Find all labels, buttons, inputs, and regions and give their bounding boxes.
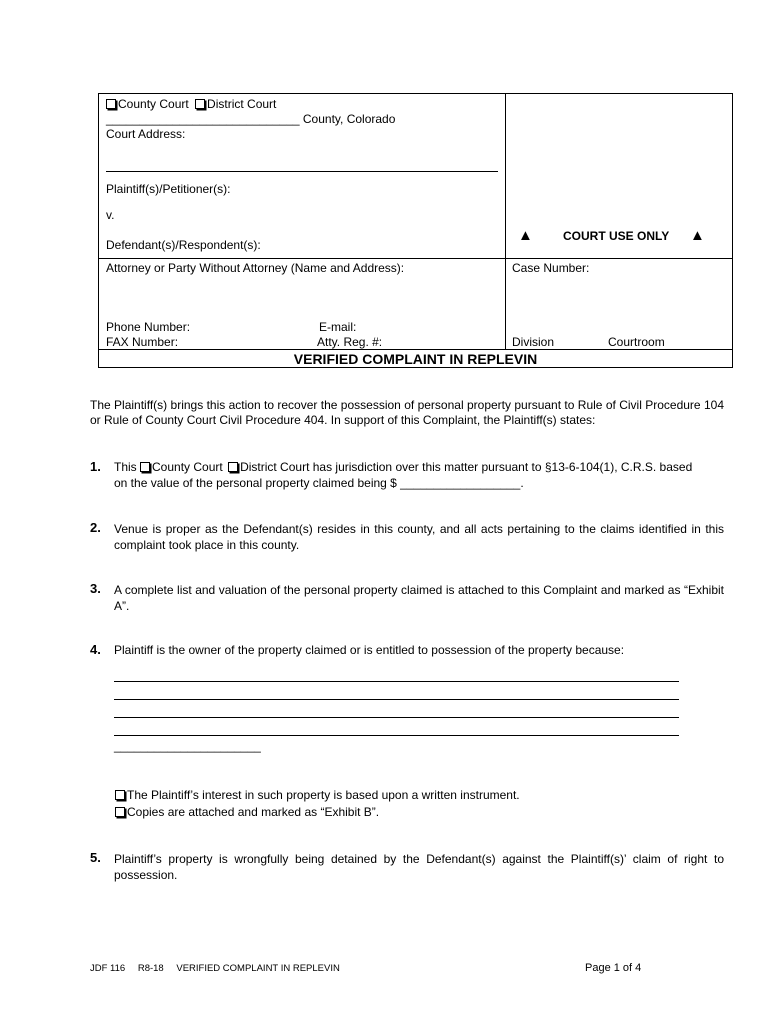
item-4-answer-line-3[interactable]: [114, 717, 679, 718]
caption-box-left: [98, 93, 99, 368]
document-title: VERIFIED COMPLAINT IN REPLEVIN: [293, 351, 538, 367]
court-address-rule: [106, 171, 498, 172]
item-4-number: 4.: [90, 642, 101, 657]
county-line: [106, 112, 395, 126]
triangle-right-icon: ▲: [690, 227, 705, 244]
item-4-text: Plaintiff is the owner of the property claimed or is entitled to possession of the property because:: [114, 643, 625, 657]
footer-revision: R8-18: [137, 963, 164, 974]
court-use-only: COURT USE ONLY: [563, 229, 670, 243]
atty-reg-label: Atty. Reg. #:: [317, 335, 383, 349]
written-instrument-label: The Plaintiff’s interest in such property is based upon a written instrument.: [127, 788, 520, 802]
item-1-line-2: on the value of the personal property claimed being $ __________________.: [114, 476, 524, 490]
item-5-number: 5.: [90, 850, 101, 865]
item-3-text: A complete list and valuation of the personal property claimed is attached to this Complaint and marked as “Exhibit A”.: [114, 583, 724, 613]
county-court-label: County Court: [118, 97, 189, 111]
item-3-number: 3.: [90, 581, 101, 596]
copies-attached-line: [115, 805, 379, 819]
footer-left: [90, 963, 340, 974]
footer-form-id: JDF 116: [90, 963, 126, 974]
item-1-number: 1.: [90, 459, 101, 474]
item-2-text: Venue is proper as the Defendant(s) resides in this county, and all acts pertaining to the claims identified in this complaint took place in this county.: [114, 522, 724, 552]
caption-row-divider-2: [98, 349, 733, 350]
caption-box-top: [98, 93, 733, 94]
item-5-text: Plaintiff’s property is wrongfully being detained by the Defendant(s) against the Plaintiff(s)’ claim of right to possession.: [114, 852, 724, 882]
caption-box-bottom: [98, 367, 733, 368]
division-label: Division: [512, 335, 555, 349]
copies-attached-checkbox[interactable]: [115, 807, 125, 817]
footer-form-title: VERIFIED COMPLAINT IN REPLEVIN: [176, 963, 340, 974]
court-type-line: [106, 97, 276, 111]
item-4-answer-line-2[interactable]: [114, 699, 679, 700]
item-1-district-label: District Court has jurisdiction over this matter pursuant to §13-6-104(1), C.R.S. based: [240, 460, 693, 474]
phone-label: Phone Number:: [106, 320, 191, 334]
versus-label: v.: [106, 208, 115, 222]
plaintiff-label: Plaintiff(s)/Petitioner(s):: [106, 182, 231, 196]
item-1-line-1: [114, 460, 692, 474]
copies-attached-label: Copies are attached and marked as “Exhibit B”.: [127, 805, 380, 819]
email-label: E-mail:: [319, 320, 357, 334]
fax-label: FAX Number:: [106, 335, 179, 349]
caption-vertical-divider: [505, 93, 506, 350]
footer-page: Page 1 of 4: [585, 962, 642, 974]
written-instrument-checkbox[interactable]: [115, 790, 125, 800]
item-1-county-label: County Court: [152, 460, 223, 474]
county-blank[interactable]: _____________________________: [106, 112, 300, 126]
caption-row-divider-1: [98, 258, 733, 259]
item-1-county-checkbox[interactable]: [140, 462, 150, 472]
county-colorado: County, Colorado: [302, 112, 396, 126]
item-4-answer-line-4[interactable]: [114, 735, 679, 736]
attorney-label: Attorney or Party Without Attorney (Name and Address):: [106, 261, 405, 275]
item-1-district-checkbox[interactable]: [228, 462, 238, 472]
court-address-label: Court Address:: [106, 127, 186, 141]
case-number-label: Case Number:: [512, 261, 590, 275]
item-4-answer-line-1[interactable]: [114, 681, 679, 682]
item-2-number: 2.: [90, 520, 101, 535]
courtroom-label: Courtroom: [608, 335, 665, 349]
item-1-this: This: [114, 460, 137, 474]
item-4-answer-line-5[interactable]: ______________________: [114, 739, 261, 753]
written-instrument-line: [115, 788, 520, 802]
triangle-left-icon: ▲: [518, 227, 533, 244]
defendant-label: Defendant(s)/Respondent(s):: [106, 238, 261, 252]
district-court-label: District Court: [207, 97, 277, 111]
intro-paragraph: The Plaintiff(s) brings this action to recover the possession of personal property pursuant to Rule of Civil Procedure 104 or Rule of County Court Civil Procedure 404. In support of this Complaint, the Plaintiff(s) states:: [90, 398, 724, 427]
county-court-checkbox[interactable]: [106, 99, 116, 109]
caption-box-right: [732, 93, 733, 368]
district-court-checkbox[interactable]: [195, 99, 205, 109]
